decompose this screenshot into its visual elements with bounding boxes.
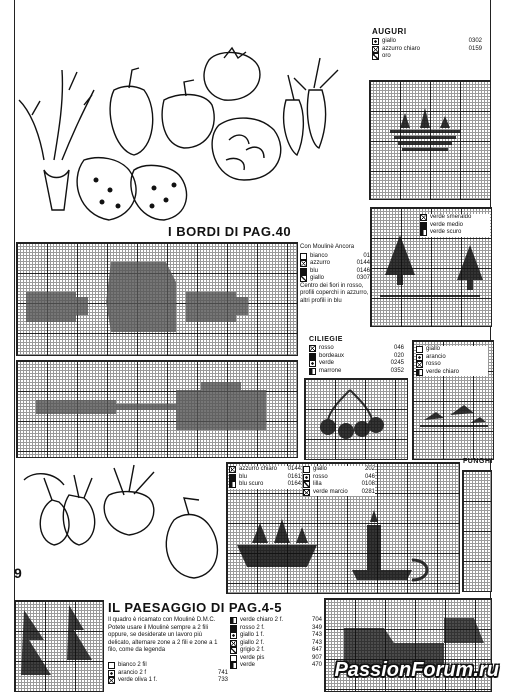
candle-basket-motif (232, 505, 452, 587)
candela-legend-left: azzurro chiaro 0144 blu 0161 blu scuro 0164 (229, 466, 301, 489)
symbol-icon (230, 655, 237, 662)
symbol-icon (303, 481, 310, 488)
symbol-icon (230, 625, 237, 632)
onions-illustration (14, 460, 229, 590)
symbol-icon (372, 38, 379, 45)
tree-motifs (375, 230, 485, 310)
auguri-title: AUGURI (372, 27, 407, 36)
legend-item: oro (372, 53, 482, 61)
symbol-icon (108, 670, 115, 677)
basket-motif (380, 100, 470, 170)
pots-motif (16, 360, 296, 456)
watermark-text: PassionForum.ru (334, 659, 499, 681)
symbol-icon (108, 677, 115, 684)
symbol-icon (300, 268, 307, 275)
auguri-legend (372, 38, 482, 61)
funghi-chart (462, 470, 492, 592)
paesaggio-title: IL PAESAGGIO DI PAG.4-5 (108, 600, 283, 615)
symbol-icon (303, 474, 310, 481)
symbol-icon (303, 466, 310, 473)
symbol-icon (230, 632, 237, 639)
symbol-icon (372, 53, 379, 60)
birds-legend: giallo arancio rosso verde chiaro (416, 346, 488, 376)
funghi-title: FUNGHI (463, 458, 493, 465)
symbol-icon (309, 360, 316, 367)
symbol-icon (420, 222, 427, 229)
page-number-mark: 9 (14, 565, 22, 581)
legend-item: azzurro chiaro 0159 (372, 46, 482, 54)
symbol-icon (230, 617, 237, 624)
paesaggio-legend-left: bianco 2 fil arancio 2 f 741 verde oliva 1 f. 733 (108, 662, 228, 685)
symbol-icon (420, 214, 427, 221)
symbol-icon (230, 647, 237, 654)
cherries-motif (310, 385, 400, 450)
symbol-icon (416, 346, 423, 353)
symbol-icon (309, 345, 316, 352)
vegetables-illustration (14, 30, 344, 240)
bordi-title: I BORDI DI PAG.40 (168, 224, 292, 239)
symbol-icon (416, 354, 423, 361)
ciliegie-legend: rosso 046 bordeaux 020 verde 0245 marrone 0352 (309, 345, 404, 375)
trees-legend: verde smeraldo verde medio verde scuro (420, 214, 490, 237)
candela-legend-right: giallo 202 rosso 046 lilla 0108 verde marcio 0281 (303, 466, 375, 496)
legend-item: giallo 0302 (372, 38, 482, 46)
symbol-icon (300, 275, 307, 282)
symbol-icon (309, 353, 316, 360)
symbol-icon (300, 253, 307, 260)
symbol-icon (416, 369, 423, 376)
landscape-motif-left (14, 600, 102, 690)
symbol-icon (230, 662, 237, 669)
symbol-icon (229, 474, 236, 481)
symbol-icon (303, 489, 310, 496)
symbol-icon (230, 640, 237, 647)
cups-motif (16, 242, 296, 354)
symbol-icon (300, 260, 307, 267)
symbol-icon (229, 466, 236, 473)
symbol-icon (372, 46, 379, 53)
birds-motif (420, 395, 488, 435)
paesaggio-legend-right: verde chiaro 2 f. 704 rosso 2 f. 349 giallo 1 f. 743 giallo 2 f. 743 grigio 2 f. 647 verde pis 907 verde 470 (230, 617, 322, 670)
symbol-icon (416, 361, 423, 368)
symbol-icon (229, 481, 236, 488)
symbol-icon (309, 368, 316, 375)
paesaggio-intro: Il quadro è ricamato con Moulinè D.M.C. Potete usare il Moulinè sempre a 2 fili oppure, se desiderate un lavoro più delicato, alternare zone a 2 fili e zone a 1 filo, come da legenda (108, 617, 218, 653)
ciliegie-title: CILIEGIE (309, 336, 343, 343)
bordi-legend: Con Moulinè Ancora bianco 01 azzurro 0144 blu 0146 giallo 0307 Centro dei fiori in rosso, profili coperchi in azzurro, altri profili in blu (300, 244, 370, 304)
symbol-icon (108, 662, 115, 669)
